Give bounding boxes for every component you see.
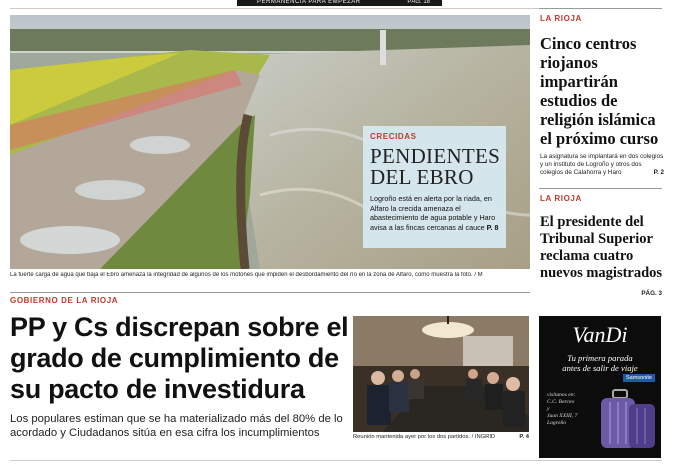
main-photo-caption: La fuerte carga de agua que baja el Ebro amenaza la integridad de algunos de los motones que impiden el desbordamiento del río en la zona de Alfaro, como muestra la foto. / M — [10, 272, 483, 278]
sidebar-1-summary: La asignatura se implantará en dos colegios y un instituto de Logroño y otros dos colegios de Calahorra y Haro P. 2 — [540, 153, 664, 176]
top-bar-text: PERMANENCIA PARA EMPEZAR — [257, 0, 361, 5]
main-story-kicker: CRECIDAS — [370, 132, 417, 141]
right-column-rule — [539, 8, 662, 9]
lower-story-deck: Los populares estiman que se ha materializado más del 80% de lo acordado y Ciudadanos sitúa en esa cifra los incumplimientos — [10, 413, 343, 439]
main-story-callout — [363, 126, 506, 248]
sidebar-2-page-ref: PÁG. 3 — [641, 290, 662, 297]
main-story-headline[interactable]: PENDIENTES DEL EBRO — [370, 144, 501, 189]
sidebar-1-page-ref: P. 2 — [653, 169, 664, 176]
sidebar-divider — [539, 188, 662, 189]
ad-address: visítanos en: C.C. Berceo y Juan XXIII, 7 Logroño — [547, 392, 578, 426]
top-bar-page: PÁG. 18 — [407, 0, 430, 5]
top-bar — [237, 0, 442, 6]
meeting-photo — [353, 316, 529, 432]
lower-story-page-ref: P. 4 — [519, 434, 529, 440]
lower-story-headline[interactable]: PP y Cs discrepan sobre el grado de cumplimiento de su pacto de investidura — [10, 312, 349, 404]
main-story-body: Logroño está en alerta por la riada, en Alfaro la crecida amenaza el abastecimiento de agua potable y Haro avisa a las fincas cercanas al cauce P. 8 — [370, 194, 499, 232]
bottom-rule — [10, 460, 662, 461]
lower-story-kicker: GOBIERNO DE LA RIOJA — [10, 296, 119, 305]
suitcase-icon — [591, 388, 657, 454]
main-photo-credit: / M — [474, 272, 483, 278]
sidebar-2-headline[interactable]: El presidente del Tribunal Superior reclama cuatro nuevos magistrados — [540, 214, 663, 281]
sidebar-1-kicker: LA RIOJA — [540, 14, 582, 23]
sidebar-1-headline[interactable]: Cinco centros riojanos impartirán estudios de religión islámica el próximo curso — [540, 34, 659, 148]
vandi-ad[interactable] — [539, 316, 661, 458]
ad-tagline: Tu primera parada antes de salir de viaje — [562, 353, 638, 373]
sidebar-2-kicker: LA RIOJA — [540, 194, 582, 203]
meeting-photo-credit: / INGRID — [471, 434, 496, 440]
meeting-photo-caption: Reunión mantenida ayer por los dos partidos. / INGRID P. 4 — [353, 434, 529, 440]
section-rule — [10, 292, 530, 293]
ad-brand: VanDi — [572, 322, 628, 347]
main-story-page-ref: P. 8 — [486, 222, 499, 232]
ad-badge: Samsonite — [623, 374, 655, 382]
